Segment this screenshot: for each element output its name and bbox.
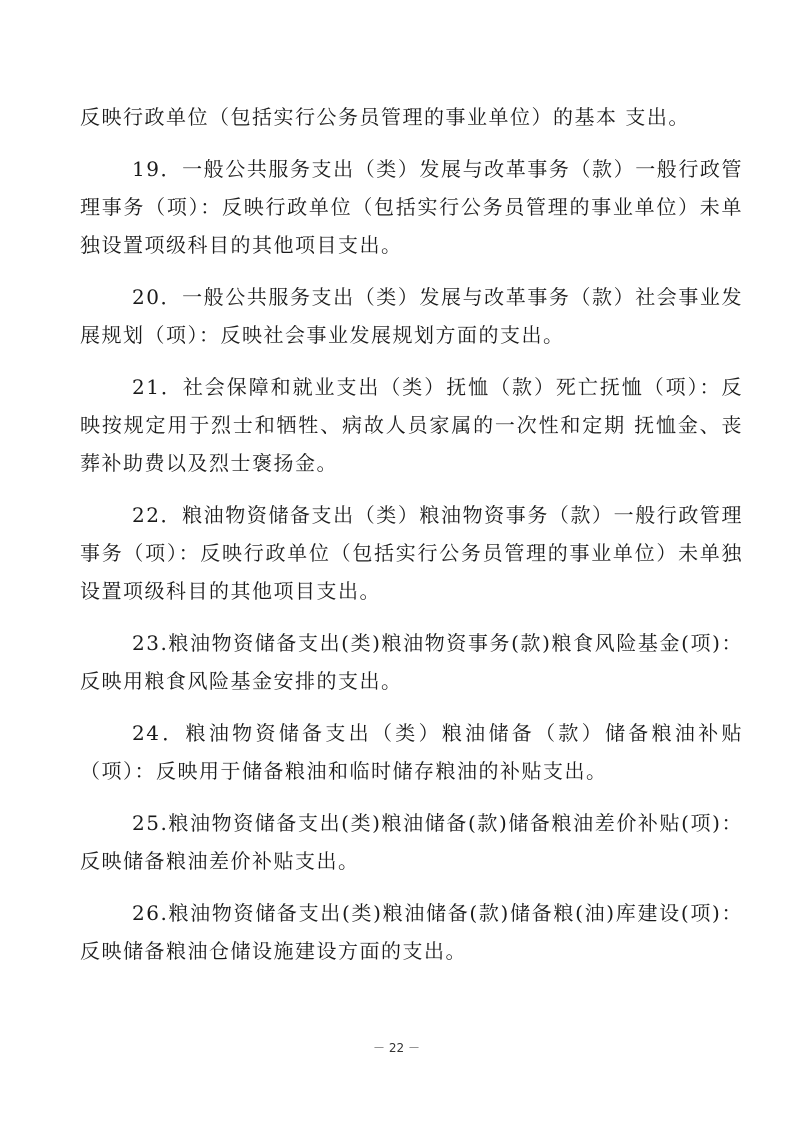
- document-body: [80, 98, 743, 984]
- paragraph-item-24: 24．粮油物资储备支出（类）粮油储备（款）储备粮油补贴（项）：反映用于储备粮油和临时储存粮油的补贴支出。: [80, 721, 743, 783]
- paragraph-item-26: 26.粮油物资储备支出(类)粮油储备(款)储备粮(油)库建设(项)：反映储备粮油仓储设施建设方面的支出。: [80, 901, 743, 963]
- page-number: － 22 －: [373, 1041, 420, 1055]
- paragraph-item-23: 23.粮油物资储备支出(类)粮油物资事务(款)粮食风险基金(项)：反映用粮食风险基金安排的支出。: [80, 631, 743, 693]
- paragraph-item-25: 25.粮油物资储备支出(类)粮油储备(款)储备粮油差价补贴(项)：反映储备粮油差价补贴支出。: [80, 811, 743, 873]
- paragraph-continuation: 反映行政单位（包括实行公务员管理的事业单位）的基本 支出。: [80, 105, 690, 129]
- paragraph-item-20: 20．一般公共服务支出（类）发展与改革事务（款）社会事业发展规划（项）：反映社会事业发展规划方面的支出。: [80, 285, 743, 347]
- paragraph-item-19: 19．一般公共服务支出（类）发展与改革事务（款）一般行政管理事务（项）：反映行政单位（包括实行公务员管理的事业单位）未单独设置项级科目的其他项目支出。: [80, 157, 743, 257]
- paragraph-item-22: 22．粮油物资储备支出（类）粮油物资事务（款）一般行政管理事务（项）：反映行政单位（包括实行公务员管理的事业单位）未单独设置项级科目的其他项目支出。: [80, 503, 743, 603]
- paragraph-item-21: 21．社会保障和就业支出（类）抚恤（款）死亡抚恤（项）：反映按规定用于烈士和牺牲、病故人员家属的一次性和定期 抚恤金、丧葬补助费以及烈士褒扬金。: [80, 375, 743, 475]
